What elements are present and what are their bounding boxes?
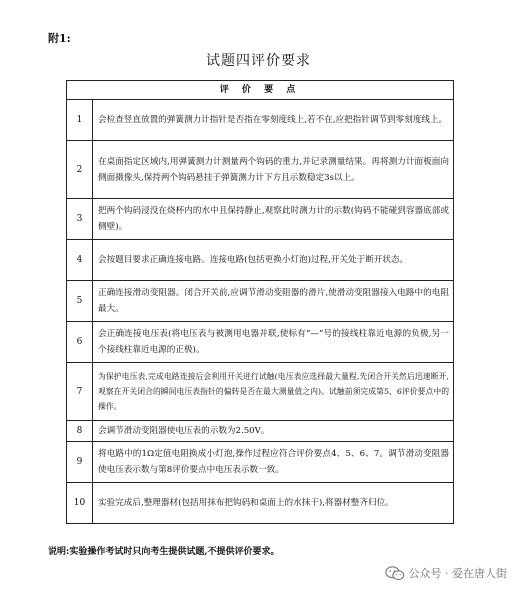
row-text: 正确连接滑动变阻器。闭合开关前,应调节滑动变阻器的滑片,使滑动变阻器接入电路中的电阻最大。 xyxy=(93,281,454,322)
table-header: 评 价 要 点 xyxy=(67,81,454,100)
row-number: 6 xyxy=(67,322,93,363)
watermark-text: 公众号 · 爱在唐人街 xyxy=(408,567,507,580)
table-header-row xyxy=(67,81,454,100)
row-number: 2 xyxy=(67,141,93,199)
watermark xyxy=(385,565,508,581)
row-text: 为保护电压表,完成电路连接后会利用开关进行试触(电压表应选择最大量程,先闭合开关然后迅速断开,观察在开关闭合的瞬间电压表指针的偏转是否在最大测量值之内)。试触前须完成第5、6评价要点中的操作。 xyxy=(93,363,454,421)
table-row xyxy=(67,322,454,363)
row-text: 会调节滑动变阻器使电压表的示数为2.50V。 xyxy=(93,421,454,442)
row-number: 4 xyxy=(67,240,93,281)
row-text: 把两个钩码浸没在烧杯内的水中且保持静止,观察此时测力计的示数(钩码不能碰到容器底部或侧壁)。 xyxy=(93,199,454,240)
table-row xyxy=(67,240,454,281)
table-row xyxy=(67,442,454,483)
row-text: 实验完成后,整理器材(包括用抹布把钩码和桌面上的水抹干),将器材整齐归位。 xyxy=(93,483,454,524)
row-text: 会按题目要求正确连接电路。连接电路(包括更换小灯泡)过程,开关处于断开状态。 xyxy=(93,240,454,281)
attachment-label: 附1: xyxy=(48,32,71,45)
row-text: 会正确连接电压表(将电压表与被测用电器并联,使标有“—”号的接线柱靠近电源的负极,另一个接线柱靠近电源的正极)。 xyxy=(93,322,454,363)
table-row xyxy=(67,100,454,141)
row-number: 3 xyxy=(67,199,93,240)
row-text: 将电路中的1Ω定值电阻换成小灯泡,操作过程应符合评价要点4、5、6、7。调节滑动变阻器使电压表示数与第8评价要点中电压表示数一致。 xyxy=(93,442,454,483)
wechat-icon xyxy=(385,566,405,581)
row-number: 10 xyxy=(67,483,93,524)
footnote: 说明:实验操作考试时只向考生提供试题,不提供评价要求。 xyxy=(48,547,280,557)
page-title: 试题四评价要求 xyxy=(206,53,311,69)
table-row xyxy=(67,421,454,442)
table-row xyxy=(67,363,454,421)
table-row xyxy=(67,199,454,240)
table-row xyxy=(67,281,454,322)
row-number: 5 xyxy=(67,281,93,322)
evaluation-table xyxy=(66,80,454,524)
row-number: 9 xyxy=(67,442,93,483)
row-text: 会检查竖直放置的弹簧测力计指针是否指在零刻度线上,若不在,应把指针调节到零刻度线上。 xyxy=(93,100,454,141)
row-number: 8 xyxy=(67,421,93,442)
row-number: 7 xyxy=(67,363,93,421)
table-row xyxy=(67,483,454,524)
table-row xyxy=(67,141,454,199)
row-text: 在桌面指定区域内,用弹簧测力计测量两个钩码的重力,并记录测量结果。再将测力计面板面向侧面摄像头,保持两个钩码悬挂于弹簧测力计下方且示数稳定3s以上。 xyxy=(93,141,454,199)
row-number: 1 xyxy=(67,100,93,141)
